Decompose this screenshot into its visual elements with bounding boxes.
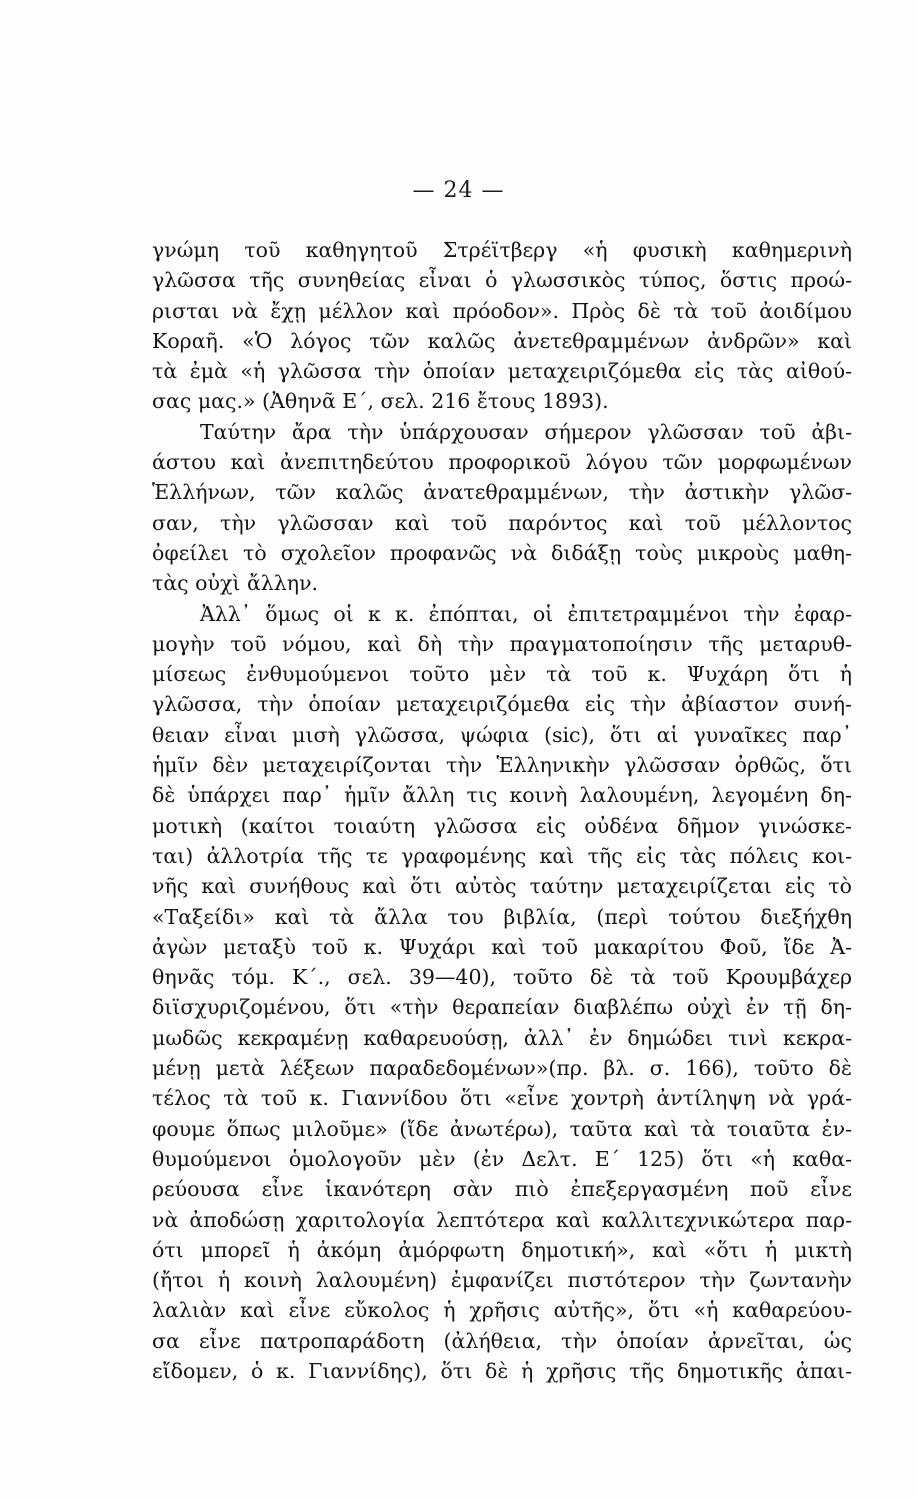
text-line: Κοραῆ. «Ὁ λόγος τῶν καλῶς ἀνετεθραμμένων ἀνδρῶν» καὶ bbox=[152, 328, 852, 353]
text-line: φουμε ὅπως μιλοῦμε» (ἴδε ἀνωτέρω), ταῦτα καὶ τὰ τοιαῦτα ἐν- bbox=[152, 1116, 852, 1141]
text-line: Ἀλλ᾽ ὅμως οἱ κ κ. ἐπόπται, οἱ ἐπιτετραμμένοι τὴν ἐφαρ- bbox=[200, 601, 852, 626]
text-line: μένῃ μετὰ λέξεων παραδεδομένων»(πρ. βλ. σ. 166), τοῦτο δὲ bbox=[152, 1056, 852, 1081]
body-text bbox=[152, 235, 852, 1386]
text-line: ἡμῖν δὲν μεταχειρίζονται τὴν Ἑλληνικὴν γλῶσσαν ὀρθῶς, ὅτι bbox=[152, 753, 852, 778]
text-line: θηνᾶς τόμ. Κ΄., σελ. 39—40), τοῦτο δὲ τὰ τοῦ Κρουμβάχερ bbox=[152, 965, 852, 990]
text-line: σας μας.» (Ἀθηνᾶ Ε΄, σελ. 216 ἔτους 1893). bbox=[152, 389, 609, 414]
text-line: μοτικὴ (καίτοι τοιαύτη γλῶσσα εἰς οὐδένα δῆμον γινώσκε- bbox=[152, 813, 852, 838]
text-line: ἀγὼν μεταξὺ τοῦ κ. Ψυχάρι καὶ τοῦ μακαρίτου Φοῦ, ἴδε Ἀ- bbox=[152, 934, 852, 959]
text-line: ται) ἀλλοτρία τῆς τε γραφομένης καὶ τῆς εἰς τὰς πόλεις κοι- bbox=[152, 843, 852, 868]
text-line: τὰς οὐχὶ ἄλλην. bbox=[152, 571, 319, 596]
text-line: γλῶσσα τῆς συνηθείας εἶναι ὁ γλωσσικὸς τύπος, ὅστις προώ- bbox=[152, 268, 852, 293]
text-line: σα εἶνε πατροπαράδοτη (ἀλήθεια, τὴν ὁποίαν ἀρνεῖται, ὡς bbox=[152, 1328, 852, 1353]
text-line: μωδῶς κεκραμένῃ καθαρευούσῃ, ἀλλ᾽ ἐν δημώδει τινὶ κεκρα- bbox=[152, 1025, 852, 1050]
text-line: νῆς καὶ συνήθους καὶ ὅτι αὐτὸς ταύτην μεταχειρίζεται εἰς τὸ bbox=[152, 874, 852, 899]
text-line: άστου καὶ ἀνεπιτηδεύτου προφορικοῦ λόγου τῶν μορφωμένων bbox=[152, 450, 852, 475]
text-line: διϊσχυριζομένου, ὅτι «τὴν θεραπείαν διαβλέπω οὐχὶ ἐν τῇ δη- bbox=[152, 995, 852, 1020]
text-line: γνώμη τοῦ καθηγητοῦ Στρέϊτβεργ «ἡ φυσικὴ καθημερινὴ bbox=[152, 238, 852, 262]
text-line: ὀφείλει τὸ σχολεῖον προφανῶς νὰ διδάξῃ τοὺς μικροὺς μαθη- bbox=[152, 540, 852, 565]
text-line: δὲ ὑπάρχει παρ᾽ ἡμῖν ἄλλη τις κοινὴ λαλουμένη, λεγομένη δη- bbox=[152, 783, 852, 808]
text-line: θειαν εἶναι μισὴ γλῶσσα, ψώφια (sic), ὅτι αἱ γυναῖκες παρ᾽ bbox=[152, 722, 852, 747]
text-line: εἴδομεν, ὁ κ. Γιαννίδης), ὅτι δὲ ἡ χρῆσις τῆς δημοτικῆς ἀπαι- bbox=[152, 1358, 852, 1383]
text-line: ότι μπορεῖ ἡ ἀκόμη ἀμόρφωτη δημοτική», καὶ «ὅτι ἡ μικτὴ bbox=[152, 1237, 852, 1262]
text-line: λαλιὰν καὶ εἶνε εὔκολος ἡ χρῆσις αὐτῆς», ὅτι «ἡ καθαρεύου- bbox=[152, 1298, 852, 1323]
text-line: Ταύτην ἄρα τὴν ὑπάρχουσαν σήμερον γλῶσσαν τοῦ ἀβι- bbox=[200, 419, 852, 444]
text-line: θυμούμενοι ὁμολογοῦν μὲν (ἐν Δελτ. Ε΄ 125) ὅτι «ἡ καθα- bbox=[152, 1146, 852, 1171]
text-line: σαν, τὴν γλῶσσαν καὶ τοῦ παρόντος καὶ τοῦ μέλλοντος bbox=[152, 510, 852, 535]
text-line: γλῶσσα, τὴν ὁποίαν μεταχειριζόμεθα εἰς τὴν ἀβίαστον συνή- bbox=[152, 692, 852, 717]
text-line: νὰ ἀποδώσῃ χαριτολογία λεπτότερα καὶ καλλιτεχνικώτερα παρ- bbox=[152, 1207, 852, 1232]
text-line: Ἑλλήνων, τῶν καλῶς ἀνατεθραμμένων, τὴν ἀστικὴν γλῶσ- bbox=[152, 480, 852, 505]
text-line: ρεύουσα εἶνε ἱκανότερη σὰν πιὸ ἐπεξεργασμένη ποῦ εἶνε bbox=[152, 1177, 852, 1202]
text-line: τὰ ἐμὰ «ἡ γλῶσσα τὴν ὁποίαν μεταχειριζόμεθα εἰς τὰς αἰθού- bbox=[152, 359, 852, 384]
text-line: ρισται νὰ ἔχῃ μέλλον καὶ πρόοδον». Πρὸς δὲ τὰ τοῦ ἀοιδίμου bbox=[152, 298, 852, 323]
text-line: «Ταξείδι» καὶ τὰ ἄλλα του βιβλία, (περὶ τούτου διεξήχθη bbox=[152, 904, 852, 929]
text-line: τέλος τὰ τοῦ κ. Γιαννίδου ὅτι «εἶνε χοντρὴ ἀντίληψη νὰ γρά- bbox=[152, 1086, 852, 1111]
text-line: μογὴν τοῦ νόμου, καὶ δὴ τὴν πραγματοποίησιν τῆς μεταρυθ- bbox=[152, 631, 852, 656]
page-number: — 24 — bbox=[412, 178, 505, 203]
text-line: μίσεως ἐνθυμούμενοι τοῦτο μὲν τὰ τοῦ κ. Ψυχάρη ὅτι ἡ bbox=[152, 662, 852, 687]
text-line: (ἤτοι ἡ κοινὴ λαλουμένη) ἐμφανίζει πιστότερον τὴν ζωντανὴν bbox=[152, 1268, 852, 1293]
